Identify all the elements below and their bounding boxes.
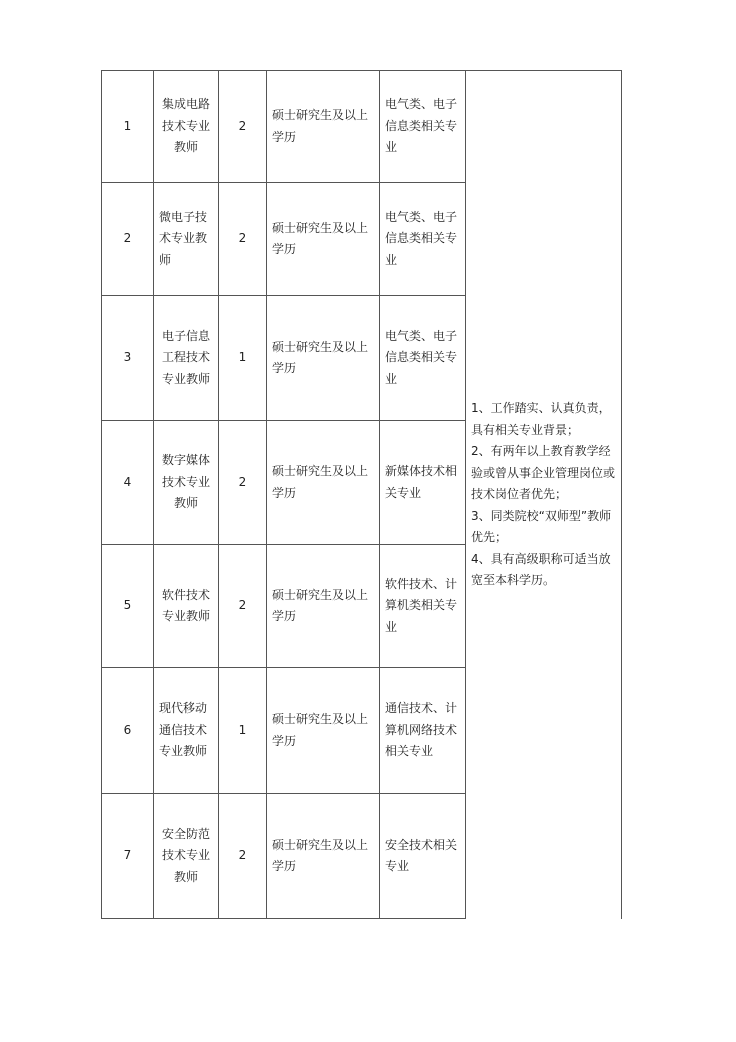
- headcount: 2: [219, 794, 267, 919]
- education-requirement: 硕士研究生及以上学历: [267, 794, 380, 919]
- headcount: 1: [219, 668, 267, 794]
- headcount: 1: [219, 296, 267, 421]
- general-requirements: [466, 71, 622, 919]
- position-name: 软件技术专业教师: [154, 545, 219, 668]
- education-requirement: 硕士研究生及以上学历: [267, 183, 380, 296]
- requirement-item: 3、同类院校“双师型”教师优先；: [471, 508, 612, 544]
- requirement-item: 2、有两年以上教育教学经验或曾从事企业管理岗位或技术岗位者优先；: [471, 444, 616, 501]
- requirement-item: 4、具有高级职称可适当放宽至本科学历。: [471, 551, 611, 587]
- education-requirement: 硕士研究生及以上学历: [267, 421, 380, 545]
- requirement-item: 1、工作踏实、认真负责，具有相关专业背景；: [471, 401, 611, 437]
- position-name: 现代移动通信技术专业教师: [154, 668, 219, 794]
- headcount: 2: [219, 71, 267, 183]
- major-requirement: 软件技术、计算机类相关专业: [380, 545, 466, 668]
- row-number: 6: [102, 668, 154, 794]
- position-name: 安全防范技术专业教师: [154, 794, 219, 919]
- education-requirement: 硕士研究生及以上学历: [267, 296, 380, 421]
- education-requirement: 硕士研究生及以上学历: [267, 71, 380, 183]
- position-name: 数字媒体技术专业教师: [154, 421, 219, 545]
- major-requirement: 安全技术相关专业: [380, 794, 466, 919]
- position-name: 集成电路技术专业教师: [154, 71, 219, 183]
- major-requirement: 新媒体技术相关专业: [380, 421, 466, 545]
- row-number: 2: [102, 183, 154, 296]
- row-number: 3: [102, 296, 154, 421]
- major-requirement: 电气类、电子信息类相关专业: [380, 296, 466, 421]
- position-name: 微电子技术专业教师: [154, 183, 219, 296]
- major-requirement: 电气类、电子信息类相关专业: [380, 183, 466, 296]
- row-number: 5: [102, 545, 154, 668]
- row-number: 4: [102, 421, 154, 545]
- position-name: 电子信息工程技术专业教师: [154, 296, 219, 421]
- headcount: 2: [219, 183, 267, 296]
- row-number: 7: [102, 794, 154, 919]
- headcount: 2: [219, 421, 267, 545]
- headcount: 2: [219, 545, 267, 668]
- row-number: 1: [102, 71, 154, 183]
- major-requirement: 电气类、电子信息类相关专业: [380, 71, 466, 183]
- education-requirement: 硕士研究生及以上学历: [267, 668, 380, 794]
- recruitment-table: [101, 70, 622, 919]
- education-requirement: 硕士研究生及以上学历: [267, 545, 380, 668]
- major-requirement: 通信技术、计算机网络技术相关专业: [380, 668, 466, 794]
- table-row: [102, 71, 622, 183]
